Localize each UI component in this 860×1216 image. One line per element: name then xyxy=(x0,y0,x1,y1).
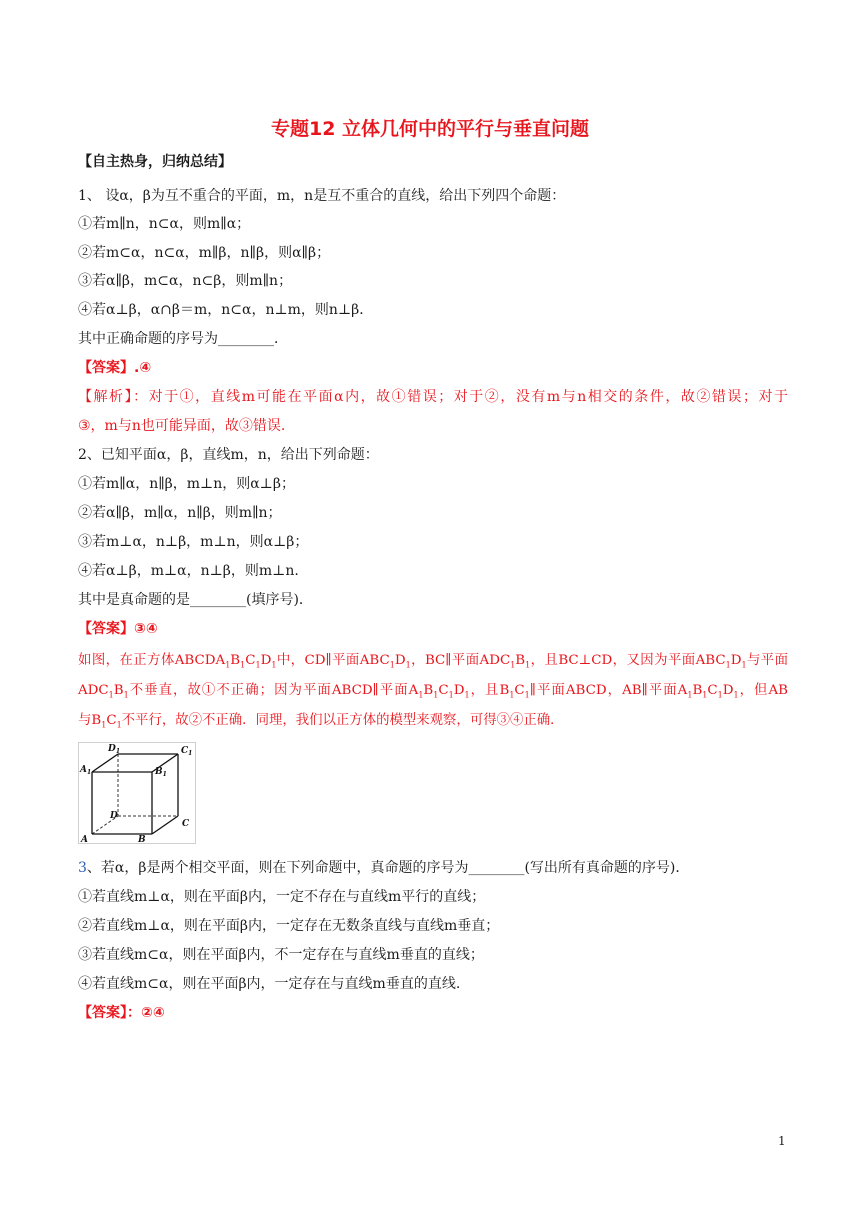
q1-proposition-4: ④若α⊥β，α∩β＝m，n⊂α，n⊥m，则n⊥β． xyxy=(78,302,374,318)
q2-explanation-line-2: $ADC_1B_1$不垂直，故①不正确；因为平面ABCD∥平面$A_1B_1C_1D_1$，且$B_1C_1\parallel$平面ABCD，AB∥平面$A_1B_1C_1D_1$，但AB xyxy=(78,683,789,700)
label-d1: $D_1$ xyxy=(108,744,120,755)
q1-proposition-1: ①若m∥n，n⊂α，则m∥α； xyxy=(78,216,251,232)
q2-explanation-line-3: 与$B_1C_1$不平行，故②不正确．同理，我们以正方体的模型来观察，可得③④正确． xyxy=(78,713,564,730)
q2-stem: 2、已知平面α，β，直线m，n，给出下列命题： xyxy=(78,447,379,463)
q1-question: 其中正确命题的序号为________． xyxy=(78,331,288,347)
q2-proposition-4: ④若α⊥β，m⊥α，n⊥β，则m⊥n. xyxy=(78,563,299,579)
q3-proposition-2: ②若直线m⊥α，则在平面β内，一定存在无数条直线与直线m垂直； xyxy=(78,918,500,934)
q3-stem: 3、若α，β是两个相交平面，则在下列命题中，真命题的序号为________(写出所有真命题的序号)． xyxy=(78,860,690,876)
q2-proposition-2: ②若α∥β，m∥α，n∥β，则m∥n； xyxy=(78,505,282,521)
q1-answer: 【答案】.④ xyxy=(78,360,152,376)
q2-proposition-1: ①若m∥α，n∥β，m⊥n，则α⊥β； xyxy=(78,476,295,492)
edge-b-c xyxy=(152,816,178,834)
q2-question: 其中是真命题的是________(填序号)． xyxy=(78,592,313,608)
label-b: B xyxy=(138,835,146,844)
q3-answer: 【答案】：②④ xyxy=(78,1005,165,1021)
document-title: 专题12 立体几何中的平行与垂直问题 xyxy=(270,118,590,140)
q1-proposition-2: ②若m⊂α，n⊂α，m∥β，n∥β，则α∥β； xyxy=(78,245,331,261)
q1-analysis-line-1: 【解析】：对于①，直线m可能在平面α内，故①错误；对于②，没有m与n相交的条件，故②错误；对于 xyxy=(78,389,788,405)
q2-answer: 【答案】③④ xyxy=(78,621,158,637)
q3-number: 3 xyxy=(78,860,87,876)
q3-proposition-3: ③若直线m⊂α，则在平面β内，不一定存在与直线m垂直的直线； xyxy=(78,947,484,963)
q1-analysis-line-2: ③，m与n也可能异面，故③错误. xyxy=(78,418,286,434)
q2-explanation-line-1: 如图，在正方体$ABCDA_1B_1C_1D_1$中，CD∥平面$ABC_1D_1$，BC∥平面$ADC_1B_1$，且BC⊥CD，又因为平面$ABC_1D_1$与平面 xyxy=(78,653,789,670)
label-a1: $A_1$ xyxy=(80,765,92,776)
q2-proposition-3: ③若m⊥α，n⊥β，m⊥n，则α⊥β； xyxy=(78,534,309,550)
cube-figure xyxy=(78,742,196,844)
label-c: C xyxy=(182,819,190,829)
q3-proposition-4: ④若直线m⊂α，则在平面β内，一定存在与直线m垂直的直线. xyxy=(78,976,461,992)
label-b1: $B_1$ xyxy=(155,767,167,778)
label-a: A xyxy=(81,835,88,844)
edge-a1-d1 xyxy=(92,754,118,772)
q1-proposition-3: ③若α∥β，m⊂α，n⊂β，则m∥n； xyxy=(78,273,293,289)
label-c1: $C_1$ xyxy=(181,746,193,757)
q1-stem: 1、 设α，β为互不重合的平面，m，n是互不重合的直线，给出下列四个命题： xyxy=(78,188,566,204)
section-heading: 【自主热身，归纳总结】 xyxy=(78,154,232,170)
page-number: 1 xyxy=(778,1134,786,1148)
q3-proposition-1: ①若直线m⊥α，则在平面β内，一定不存在与直线m平行的直线； xyxy=(78,889,486,905)
label-d: D xyxy=(110,811,118,821)
